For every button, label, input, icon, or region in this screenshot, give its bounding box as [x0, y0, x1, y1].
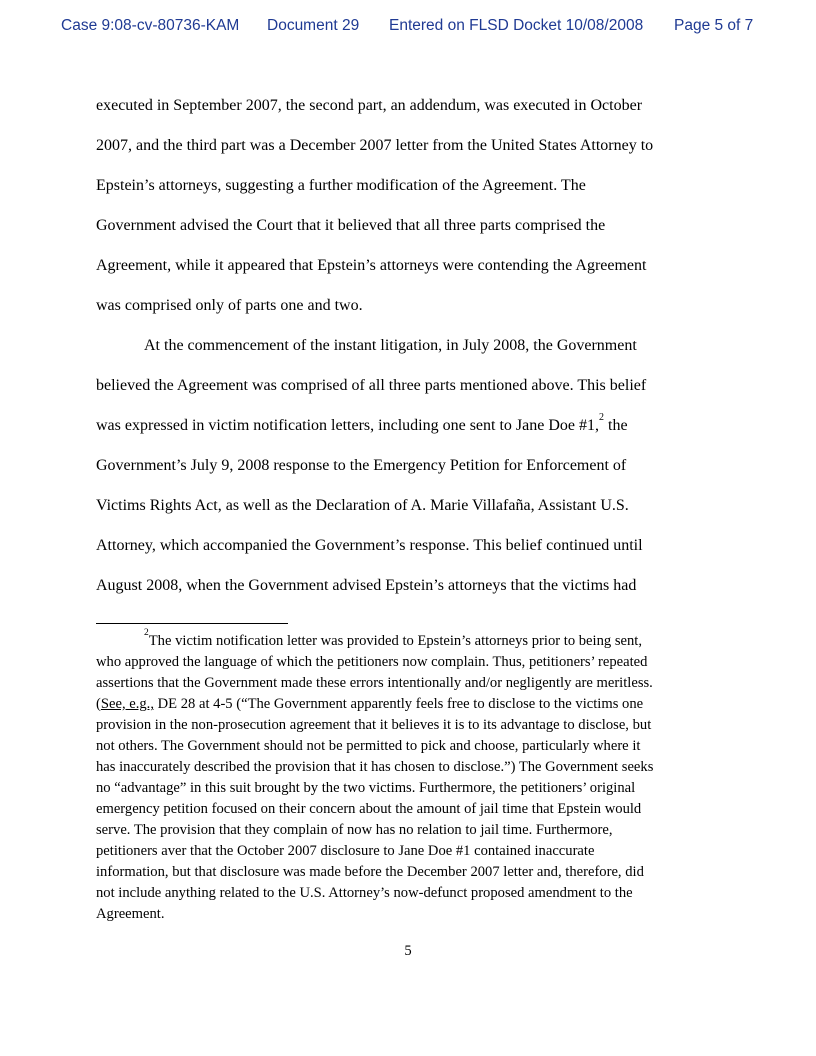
- body-line: Government advised the Court that it believed that all three parts comprised the: [96, 217, 606, 234]
- body-line: Epstein’s attorneys, suggesting a further modification of the Agreement. The: [96, 177, 586, 194]
- body-line: Government’s July 9, 2008 response to the Emergency Petition for Enforcement of: [96, 457, 627, 474]
- footnote-marker: 2: [144, 628, 149, 638]
- footnote-line: no “advantage” in this suit brought by the two victims. Furthermore, the petitioners’ original: [96, 780, 636, 796]
- body-line: Agreement, while it appeared that Epstein’s attorneys were contending the Agreement: [96, 257, 647, 274]
- body-line: believed the Agreement was comprised of all three parts mentioned above. This belief: [96, 377, 647, 394]
- citation-signal: See, e.g.,: [100, 696, 154, 712]
- body-line-text: the: [604, 417, 628, 434]
- footnote-line: petitioners aver that the October 2007 disclosure to Jane Doe #1 contained inaccurate: [96, 843, 595, 859]
- footnote-line: Agreement.: [96, 906, 165, 922]
- body-line: Attorney, which accompanied the Government’s response. This belief continued until: [96, 537, 643, 554]
- footnote-line-text: The victim notification letter was provided to Epstein’s attorneys prior to being sent,: [148, 633, 642, 649]
- page-count: Page 5 of 7: [674, 17, 754, 34]
- footnote-line: emergency petition focused on their concern about the amount of jail time that Epstein would: [96, 801, 642, 817]
- footnote-line: not others. The Government should not be permitted to pick and choose, particularly where it: [96, 738, 641, 754]
- footnote-line: not include anything related to the U.S. Attorney’s now-defunct proposed amendment to the: [96, 885, 633, 901]
- footnote-line: assertions that the Government made these errors intentionally and/or negligently are meritless.: [96, 675, 653, 691]
- footnote-line: who approved the language of which the petitioners now complain. Thus, petitioners’ repeated: [96, 654, 648, 670]
- footnote-line: has inaccurately described the provision that it has chosen to disclose.”) The Government seeks: [96, 759, 654, 775]
- footnote-line: (See, e.g., DE 28 at 4-5 (“The Government apparently feels free to disclose to the victims one: [96, 696, 644, 712]
- footnote-divider: [96, 623, 288, 624]
- docket-entry-date: Entered on FLSD Docket 10/08/2008: [389, 17, 644, 34]
- footnote-line: provision in the non-prosecution agreement that it believes it is to its advantage to disclose, but: [96, 717, 652, 733]
- footnote-line-text: DE 28 at 4-5 (“The Government apparently feels free to disclose to the victims one: [153, 696, 644, 712]
- body-line: executed in September 2007, the second part, an addendum, was executed in October: [96, 97, 643, 114]
- body-line-text: was expressed in victim notification letters, including one sent to Jane Doe #1,: [96, 417, 599, 434]
- footnote-line: information, but that disclosure was made before the December 2007 letter and, therefore, did: [96, 864, 644, 880]
- footnote-line: serve. The provision that they complain of now has no relation to jail time. Furthermore,: [96, 822, 613, 838]
- footnote-line: [144, 628, 642, 651]
- footnote-reference: 2: [599, 412, 604, 423]
- body-line: 2007, and the third part was a December 2007 letter from the United States Attorney to: [96, 137, 654, 154]
- body-line: [96, 412, 628, 436]
- case-number: Case 9:08-cv-80736-KAM: [61, 17, 240, 34]
- body-line: August 2008, when the Government advised Epstein’s attorneys that the victims had: [96, 577, 637, 594]
- document-number: Document 29: [267, 17, 360, 34]
- body-line: was comprised only of parts one and two.: [96, 297, 363, 314]
- body-line: At the commencement of the instant litigation, in July 2008, the Government: [144, 337, 637, 354]
- body-line: Victims Rights Act, as well as the Declaration of A. Marie Villafaña, Assistant U.S.: [96, 497, 629, 514]
- page-number: 5: [404, 943, 412, 959]
- docket-header: [61, 17, 761, 39]
